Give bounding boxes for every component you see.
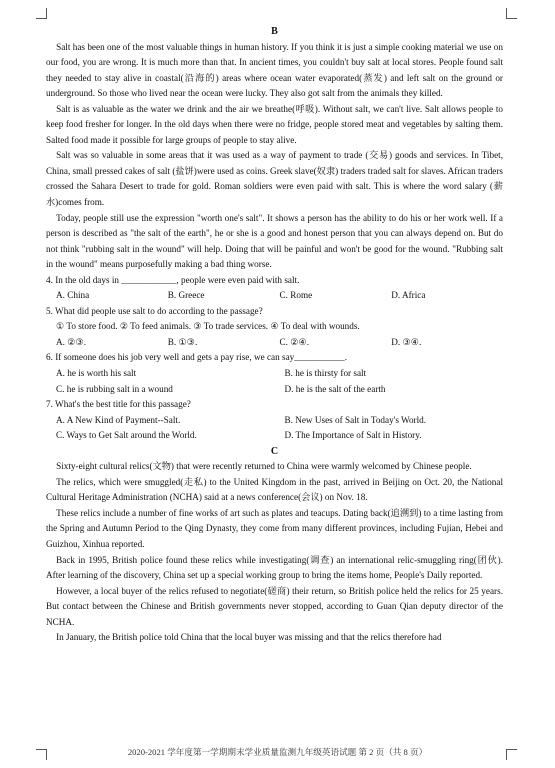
option-b: B. ①③. — [167, 336, 198, 347]
question-stem: 6. If someone does his job very well and gets a pay rise, we can say___________. — [46, 352, 348, 363]
option-d: D. Africa — [391, 290, 426, 301]
passage-b-paragraph: Salt is as valuable as the water we drink and the air we breathe(呼吸). Without salt, we can't live. Salt allows people to keep food fresher for longer. In the old days when there were no fridge, people stored meat and vegetables by salting them. Salted food made it possible for large groups of people to stay alive. — [46, 103, 503, 145]
passage-c-paragraph: In January, the British police told China that the local buyer was missing and that the relics therefore had — [56, 632, 442, 643]
passage-b-paragraph: Salt has been one of the most valuable things in human history. If you think it is just a simple cooking material we use on our food, you are wrong. It is much more than that. In ancient times, you couldn't buy salt at local stores. People found salt they needed to stay alive in coastal(沿海的) areas where ocean water evaporated(蒸发) and left salt on the ground or underground. So those who lived near the ocean were lucky. They also got salt from the animals they killed. — [46, 41, 503, 99]
option-a: A. China — [56, 290, 90, 301]
option-d: D. ③④. — [391, 336, 422, 347]
question-6 — [46, 350, 503, 397]
passage-c-paragraph: Sixty-eight cultural relics(文物) that were recently returned to China were warmly welcomed by Chinese people. — [56, 461, 472, 472]
crop-mark-top-right — [506, 8, 517, 19]
passage-c-paragraph: The relics, which were smuggled(走私) to the United Kingdom in the past, arrived in Beijing on Oct. 20, the National Cultural Heritage Administration (NCHA) said at a news conference(会议) on Nov. 18. — [46, 476, 503, 503]
option-a: A. A New Kind of Payment--Salt. — [56, 414, 181, 425]
passage-b-paragraph: Salt was so valuable in some areas that it was used as a way of payment to trade (交易) goods and services. In Tibet, China, small pressed cakes of salt (盐饼)were used as coins. Greek slave(奴隶) traders traded salt for slaves. African traders crossed the Sahara Desert to trade for gold. Roman soldiers were even paid with salt. This is where the word salary (薪水)comes from. — [46, 150, 503, 207]
choices-line: ① To store food. ② To feed animals. ③ To trade services. ④ To deal with wounds. — [56, 321, 360, 332]
question-stem: 5. What did people use salt to do according to the passage? — [46, 305, 263, 316]
passage-c-paragraph: These relics include a number of fine works of art such as plates and teacups. Dating back(追溯到) to a time lasting from the Spring and Autumn Period to the Qing Dynasty, they come from many different provinces, including Fujian, Hebei and Guizhou, Xinhua reported. — [46, 507, 503, 549]
page-footer: 2020-2021 学年度第一学期期末学业质量监测九年级英语试题 第 2 页（共 8 页） — [127, 747, 428, 757]
passage-c-paragraph: However, a local buyer of the relics refused to negotiate(磋商) their return, so British police held the relics for 25 years. But contact between the Chinese and British governments never stopped, according to Guan Qian deputy director of the NCHA. — [46, 585, 503, 627]
passage-b-paragraph: Today, people still use the expression "worth one's salt". It shows a person has the ability to do his or her work well. If a person is described as "the salt of the earth", he or she is a good and honest person that you can always depend on. But do not think "rubbing salt in the wound" will help. Doing that will be painful and won't be good for the wound. "Rubbing salt in the wound" means purposefully making a bad thing worse. — [46, 212, 503, 270]
passage-c-paragraph: Back in 1995, British police found these relics while investigating(调查) an international relic-smuggling ring(团伙). After learning of the discovery, China set up a special working group to bring the items home, People's Daily reported. — [46, 554, 503, 581]
options-row — [46, 413, 503, 429]
option-c: C. ②④. — [279, 336, 309, 347]
options-row — [46, 428, 503, 444]
options-row — [46, 335, 503, 351]
option-d: D. The Importance of Salt in History. — [284, 430, 422, 441]
options-row — [46, 366, 503, 382]
option-c: C. Ways to Get Salt around the World. — [56, 430, 197, 441]
section-c-title: C — [270, 445, 279, 457]
option-c: C. Rome — [279, 290, 313, 301]
question-5 — [46, 304, 503, 351]
question-stem: 4. In the old days in ____________, people were even paid with salt. — [46, 274, 300, 285]
question-7 — [46, 397, 503, 444]
options-row — [46, 288, 503, 304]
option-b: B. New Uses of Salt in Today's World. — [284, 414, 427, 425]
option-c: C. he is rubbing salt in a wound — [56, 383, 173, 394]
option-a: A. he is worth his salt — [56, 367, 137, 378]
question-4 — [46, 273, 503, 304]
options-row — [46, 382, 503, 398]
option-d: D. he is the salt of the earth — [284, 383, 386, 394]
section-b-title: B — [271, 26, 278, 37]
option-a: A. ②③. — [56, 336, 86, 347]
crop-mark-top-left — [36, 8, 47, 19]
question-stem: 7. What's the best title for this passage? — [46, 399, 191, 410]
option-b: B. he is thirsty for salt — [284, 367, 367, 378]
exam-page — [46, 24, 503, 646]
option-b: B. Greece — [167, 290, 205, 301]
